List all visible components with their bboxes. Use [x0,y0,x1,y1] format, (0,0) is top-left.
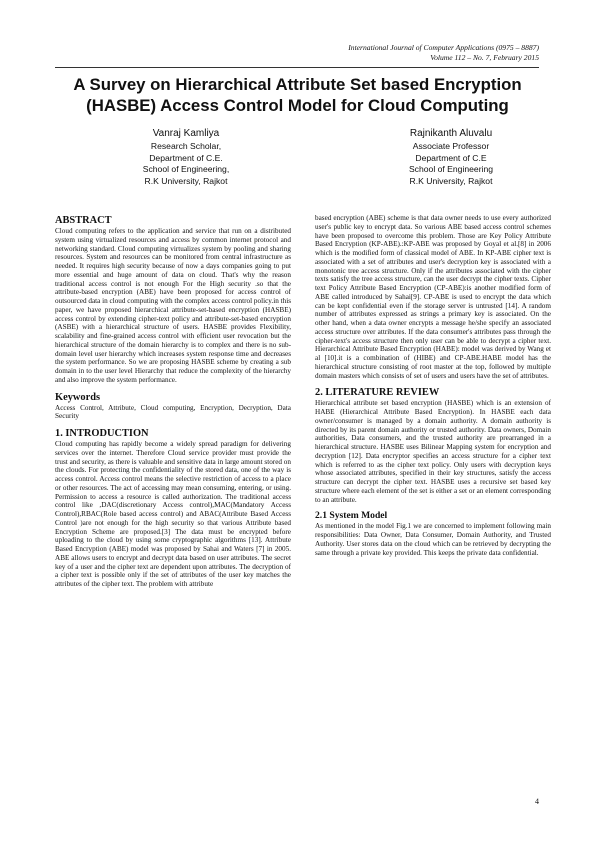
author-department: Department of C.E. [149,152,223,163]
title-line-1: A Survey on Hierarchical Attribute Set based Encryption [73,75,522,94]
page-number: 4 [535,797,539,806]
left-column [55,214,291,589]
author-name: Rajnikanth Aluvalu [409,128,493,139]
keywords-text: Access Control, Attribute, Cloud computing, Encryption, Decryption, Data Security [55,403,291,421]
journal-name: International Journal of Computer Applications (0975 – 8887) [348,43,539,52]
title-line-2: (HASBE) Access Control Model for Cloud Computing [86,96,509,115]
paper-title [40,74,555,116]
system-model-heading: 2.1 System Model [315,510,388,522]
abstract-heading: ABSTRACT [55,215,112,226]
introduction-heading: 1. INTRODUCTION [55,428,149,439]
abstract-text: Cloud computing refers to the application and service that run on a distributed system using virtualized resources and access by common internet protocol and networking standard. Cloud computing virtualizes system by pooling and sharing resources. System and resources can be monitored from central infrastructure as needed. It requires high security because of now a days companies going to put more essential and huge amount of data on cloud. That's why the reason traditional access control is not enough For the High security .so that the attribute-based encryption (ABE) have been proposed for access control of outsourced data in cloud computing with the complex access control policy.in this paper, we have proposed hierarchical attribute-set-based encryption (HASBE) access control by extending cipher-text policy and attribute-set-based encryption (ASBE) with a hierarchical structure of users. HASBE provides Flexibility, scalability and fine-grained access control with efficient user revocation but the hierarchical structure of the domain hierarchy is to complex and there is no sub-domain level user hierarchy which increases system response time and decreases the system performance. So we are proposing HASBE scheme by creating a sub domain in to the user level Hierarchy that reduce the complexity of the hierarchy and also improve the system performance. [55,227,291,384]
literature-review-heading: 2. LITERATURE REVIEW [315,387,440,399]
author-name: Vanraj Kamliya [152,128,220,139]
system-model-text: As mentioned in the model Fig.1 we are concerned to implement following main responsibilities: Data Owner, Data Consumer, Domain Authority, and Trusted Authority. User stores data on the cloud which can be retrieved by decrypting the same through a private key provided. This keeps the private data confidential. [315,522,551,557]
right-column [315,214,551,557]
introduction-continued-text: based encryption (ABE) scheme is that data owner needs to use every authorized user's public key to encrypt data. So various ABE based access control schemes have been proposed to overcome this problem. Those are Key Policy Attribute Based Encryption (KP-ABE).:KP-ABE was proposed by Goyal et al.[8] in 2006 which is the modified form of classical model of ABE. In KP-ABE cipher text is associated with a set of attributes and user's decryption key is associated with a monotonic tree access structure. Only if the attributes associated with the cipher texts satisfy the tree access structure, can the user decrypt the cipher texts. Cipher text Policy Attribute Based Encryption (CP-ABE):is another modified form of ABE called introduced by Sahai[9]. CP-ABE is used to encrypt the data which can be kept confidential even if the storage server is untrusted [14]. A random number of attributes expressed as strings a primary key is associated. On the other hand, when a data owner encrypts a message he/she specify an associated access structure over attributes. If the data consumer's attributes pass through the cipher-text's access structure then only user can be able to decrypt a cipher text. Hierarchical Attribute Based Encryption (HABE): model was derived by Wang et al [10].it is a combination of (HIBE) and CP-ABE.HABE model has the hierarchical structure consisting of root master at the top, followed by multiple domain masters which consists of set of users and users have the set of attributes. [315,214,551,380]
journal-header [239,43,539,63]
header-rule [55,67,539,68]
keywords-heading: Keywords [55,391,101,403]
author-department: Department of C.E [415,152,487,163]
author-role: Research Scholar, [150,141,222,151]
author-school: School of Engineering [408,164,494,175]
author-university: R.K University, Rajkot [409,175,493,186]
author-block-2 [366,127,536,187]
author-school: School of Engineering, [142,164,230,175]
literature-review-text: Hierarchical attribute set based encryption (HASBE) which is an extension of HABE (Hierarchical Attribute Based Encryption). In HASBE each data owner/consumer is managed by a domain authority. A domain authority is directed by its parent domain authority or trusted authority. Data owners, Domain authorities, Data consumers, and the trusted authority are prearranged in a hierarchical structure. HASBE uses Bilinear Mapping system for encryption and decryption [12]. Data encryptor specifies an access structure for a cipher text which is referred to as the cipher text policy. Only users with decryption keys whose associated attributes, specified in their key structures, satisfy the access structure can decrypt the cipher text. HASBE uses a recursive set based key structure where each element of the set is either a set or an element corresponding to an attribute. [315,399,551,504]
journal-volume: Volume 112 – No. 7, February 2015 [430,53,539,62]
author-role: Associate Professor [412,141,490,151]
introduction-text: Cloud computing has rapidly become a widely spread paradigm for delivering services over the internet. Therefore Cloud service provider must provide the trust and security, as there is valuable and sensitive data in large amount stored on the clouds. For protecting the confidentiality of the stored data, one of the way is access control. Access control means the selective restriction of access to a place or other resources. The act of accessing may mean consuming, entering, or using. Permission to access a resource is called authorization. The traditional access control like ,DAC(discretionary Access control),MAC(Mandatory Access Control),RBAC(Role based access control) and ABAC(Attribute Based Access Control )are not enough for the high security so that various Attribute based Encryption Scheme are proposed.[3] The data must be encrypted before uploading to the cloud by using some cryptographic algorithms [13]. Attribute Based Encryption (ABE) model was proposed by Sahai and Waters [7] in 2005. ABE allows users to encrypt and decrypt data based on user attributes. The secret key of a user and the cipher text are dependent upon attributes. The decryption of a cipher text is possible only if the set of attributes of the user key matches the attributes of the cipher text. The problem with attribute [55,440,291,588]
author-block-1 [101,127,271,187]
author-university: R.K University, Rajkot [144,175,228,186]
